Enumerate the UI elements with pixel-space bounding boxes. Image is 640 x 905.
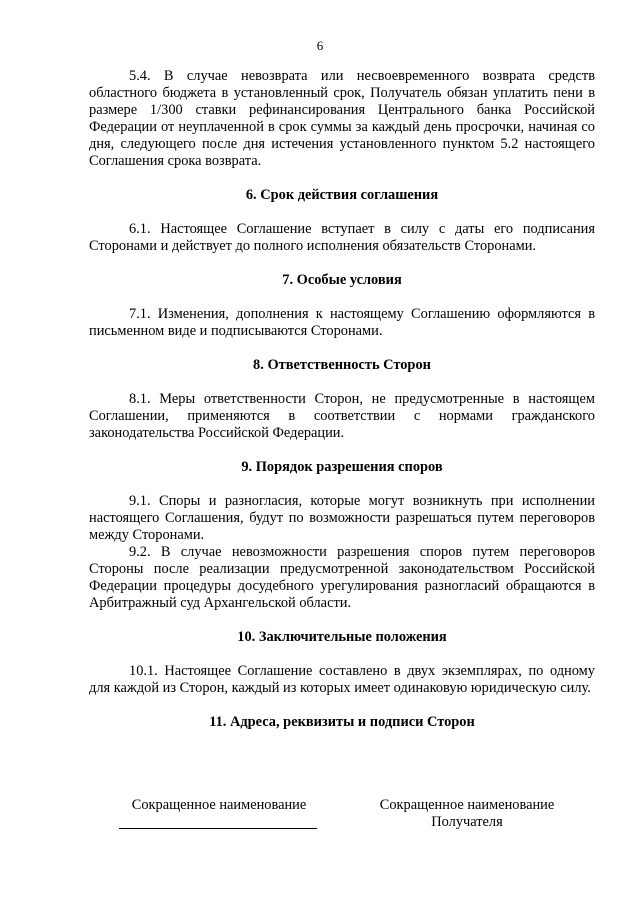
clause-9-1: 9.1. Споры и разногласия, которые могут возникнуть при исполнении настоящего Соглашения, будут по возможности разрешаться путем переговоров между Сторонами. (89, 493, 595, 543)
left-party-name-label: Сокращенное наименование (131, 797, 307, 813)
clause-7-1: 7.1. Изменения, дополнения к настоящему Соглашению оформляются в письменном виде и подписываются Сторонами. (89, 306, 595, 339)
clause-10-1: 10.1. Настоящее Соглашение составлено в двух экземплярах, по одному для каждой из Сторон, каждый из которых имеет одинаковую юридическую силу. (89, 663, 595, 696)
page-number: 6 (316, 38, 324, 53)
left-signature-line (119, 828, 317, 829)
clause-9-2: 9.2. В случае невозможности разрешения споров путем переговоров Стороны после реализации предусмотренной законодательством Российской Федерации процедуры досудебного урегулирования разногласий обращаются в Арбитражный суд Архангельской области. (89, 544, 595, 611)
right-party-name-label: Сокращенное наименование Получателя (379, 797, 555, 830)
section-6-heading: 6. Срок действия соглашения (245, 187, 439, 203)
section-8-heading: 8. Ответственность Сторон (253, 357, 431, 373)
section-7-heading: 7. Особые условия (282, 272, 402, 288)
clause-8-1: 8.1. Меры ответственности Сторон, не предусмотренные в настоящем Соглашении, применяются в соответствии с нормами гражданского законодательства Российской Федерации. (89, 391, 595, 441)
clause-5-4: 5.4. В случае невозврата или несвоевременного возврата средств областного бюджета в установленный срок, Получатель обязан уплатить пени в размере 1/300 ставки рефинансирования Центрального банка Российской Федерации от неуплаченной в срок суммы за каждый день просрочки, начиная со дня, следующего после дня истечения установленного пунктом 5.2 настоящего Соглашения срока возврата. (89, 68, 595, 169)
document-body (89, 68, 595, 748)
section-10-heading: 10. Заключительные положения (237, 629, 447, 645)
section-9-heading: 9. Порядок разрешения споров (241, 459, 443, 475)
section-11-heading: 11. Адреса, реквизиты и подписи Сторон (209, 714, 475, 730)
clause-6-1: 6.1. Настоящее Соглашение вступает в силу с даты его подписания Сторонами и действует до полного исполнения обязательств Сторонами. (89, 221, 595, 254)
